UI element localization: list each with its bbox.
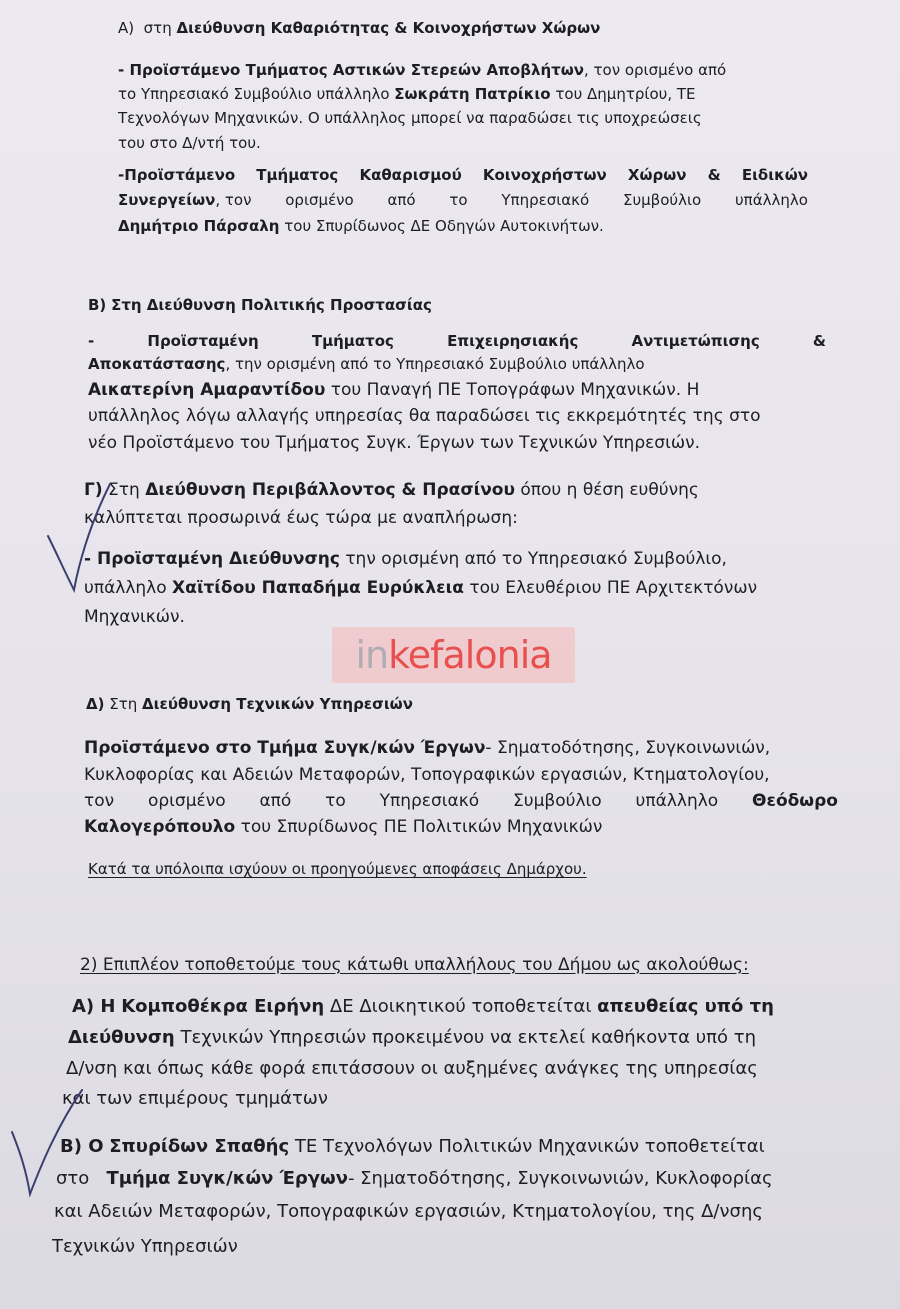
section-b-l3-rest: του Παναγή ΠΕ Τοπογράφων Μηχανικών. Η xyxy=(330,380,700,400)
section-b-prefix: B) xyxy=(88,296,107,314)
section-c-l3-rest: την ορισμένη από το Υπηρεσιακό Συμβούλιο, xyxy=(345,549,727,569)
word: & xyxy=(812,332,826,350)
section-d-l4-bold: Καλογερόπουλο xyxy=(84,817,236,837)
word: το xyxy=(325,791,346,811)
watermark-kefalonia: kefalonia xyxy=(388,633,552,677)
section-2a-line3: Δ/νση και όπως κάθε φορά επιτάσσουν οι αυξημένες ανάγκες της υπηρεσίας xyxy=(66,1058,758,1079)
section-2b-name: Σπυρίδων Σπαθής xyxy=(109,1136,290,1157)
word: Θεόδωρο xyxy=(752,791,838,811)
section-b-heading-bold: Στη Διεύθυνση Πολιτικής Προστασίας xyxy=(111,296,432,314)
section-b-line1 xyxy=(88,334,826,349)
section-a-heading-text: στη xyxy=(143,19,172,37)
section-b-line4: υπάλληλος λόγω αλλαγής υπηρεσίας θα παραδώσει τις εκκρεμότητές της στο xyxy=(88,406,761,426)
section-c-heading-text: Στη xyxy=(108,480,140,500)
section-c-prefix: Γ) xyxy=(84,480,103,500)
section-b-l2-bold: Αποκατάστασης xyxy=(88,355,226,373)
word: Υπηρεσιακό xyxy=(501,191,590,209)
word: ορισμένο xyxy=(285,191,354,209)
section-2a-name: Κομποθέκρα Ειρήνη xyxy=(121,996,325,1017)
section-a-p1-l2-bold: Σωκράτη Πατρίκιο xyxy=(394,85,551,103)
section-c-heading-bold: Διεύθυνση Περιβάλλοντος & Πρασίνου xyxy=(145,480,515,500)
section-a-heading-bold: Διεύθυνση Καθαριότητας & Κοινοχρήστων Χώρων xyxy=(176,19,601,37)
word: Επιχειρησιακής xyxy=(447,332,579,350)
section-c-line5: Μηχανικών. xyxy=(84,607,185,627)
section-a-p2-line3 xyxy=(118,219,604,234)
section-2a-l2-bold: Διεύθυνση xyxy=(68,1027,175,1048)
section-c-l3-bold: - Προϊσταμένη Διεύθυνσης xyxy=(84,549,340,569)
closing-statement: Κατά τα υπόλοιπα ισχύουν οι προηγούμενες αποφάσεις Δημάρχου. xyxy=(88,860,587,878)
watermark-in: in xyxy=(355,633,389,677)
section-2a-mid: ΔΕ Διοικητικού τοποθετείται xyxy=(329,996,592,1017)
word: Τμήματος xyxy=(256,166,339,184)
section-c-line2: καλύπτεται προσωρινά έως τώρα με αναπλήρωση: xyxy=(84,508,518,528)
section-2a-bold2: απευθείας υπό τη xyxy=(597,996,774,1017)
word: -Προϊστάμενο xyxy=(118,166,236,184)
word-group xyxy=(118,193,251,208)
word: , τον xyxy=(215,191,252,209)
word: τον xyxy=(84,791,115,811)
section-2a-pre: A) Η xyxy=(72,996,116,1017)
section-b-line5: νέο Προϊστάμενο του Τμήματος Συγκ. Έργων των Τεχνικών Υπηρεσιών. xyxy=(88,433,700,453)
word: το xyxy=(449,191,468,209)
section-d-prefix: Δ) xyxy=(86,695,105,713)
section-a-p2-l3-rest: του Σπυρίδωνος ΔΕ Οδηγών Αυτοκινήτων. xyxy=(284,217,604,235)
handwritten-check-mark-icon xyxy=(8,1080,88,1200)
section-a-heading xyxy=(118,21,600,36)
section-2-heading: 2) Επιπλέον τοποθετούμε τους κάτωθι υπαλλήλους του Δήμου ως ακολούθως: xyxy=(80,955,749,975)
section-b-line3 xyxy=(88,382,699,399)
handwritten-check-mark-icon xyxy=(44,478,114,598)
section-a-p2-l2-bold: Συνεργείων xyxy=(118,191,216,209)
section-2a-line4: και των επιμέρους τμημάτων xyxy=(62,1088,328,1109)
section-c-l4-post: του Ελευθέριου ΠΕ Αρχιτεκτόνων xyxy=(469,578,758,598)
section-2b-line3: και Αδειών Μεταφορών, Τοπογραφικών εργασιών, Κτηματολογίου, της Δ/νσης xyxy=(54,1201,763,1222)
word: Καθαρισμού xyxy=(359,166,462,184)
section-d-l4-rest: του Σπυρίδωνος ΠΕ Πολιτικών Μηχανικών xyxy=(240,817,603,837)
word: Ειδικών xyxy=(741,166,808,184)
word: υπάλληλο xyxy=(735,191,808,209)
section-2a-line1 xyxy=(72,998,774,1016)
word: Υπηρεσιακό xyxy=(379,791,480,811)
word: Προϊσταμένη xyxy=(147,332,259,350)
section-a-prefix: A) xyxy=(118,19,135,37)
section-d-heading xyxy=(86,697,413,712)
word: Αντιμετώπισης xyxy=(631,332,760,350)
section-a-p1-l1-bold: - Προϊστάμενο Τμήματος Αστικών Στερεών Αποβλήτων xyxy=(118,61,584,79)
section-d-line1 xyxy=(84,740,770,757)
section-b-l3-bold: Αικατερίνη Αμαραντίδου xyxy=(88,380,326,400)
section-a-p1-l2-pre: το Υπηρεσιακό Συμβούλιο υπάλληλο xyxy=(118,85,390,103)
section-b-heading xyxy=(88,298,432,313)
section-c-l4-pre: υπάλληλο xyxy=(84,578,167,598)
word: Χώρων xyxy=(627,166,687,184)
section-2b-l2-rest: - Σηματοδότησης, Συγκοινωνιών, Κυκλοφορίας xyxy=(347,1168,773,1189)
word: από xyxy=(387,191,416,209)
section-2a-l2-rest: Τεχνικών Υπηρεσιών προκειμένου να εκτελεί καθήκοντα υπό τη xyxy=(180,1027,756,1048)
section-a-p1-line1 xyxy=(118,63,726,78)
section-c-line4 xyxy=(84,580,757,597)
section-c-heading xyxy=(84,482,699,499)
section-a-p1-line2 xyxy=(118,87,696,102)
word: υπάλληλο xyxy=(635,791,719,811)
section-d-l1-bold: Προϊστάμενο στο Τμήμα Συγκ/κών Έργων xyxy=(84,738,486,758)
word: Συμβούλιο xyxy=(513,791,602,811)
section-a-p1-l2-post: του Δημητρίου, ΤΕ xyxy=(555,85,696,103)
section-2b-line1 xyxy=(60,1138,765,1156)
word: Κοινοχρήστων xyxy=(482,166,607,184)
word: - xyxy=(88,332,95,350)
section-c-line3 xyxy=(84,551,727,568)
section-d-line4 xyxy=(84,819,602,836)
inkefalonia-watermark xyxy=(332,627,575,683)
section-a-p2-line1 xyxy=(118,168,808,183)
section-a-p1-l1-rest: , τον ορισμένο από xyxy=(583,61,727,79)
word: & xyxy=(707,166,721,184)
word: Συμβούλιο xyxy=(622,191,702,209)
section-b-line2 xyxy=(88,357,645,372)
section-d-heading-bold: Διεύθυνση Τεχνικών Υπηρεσιών xyxy=(142,695,413,713)
word: ορισμένο xyxy=(147,791,226,811)
section-b-l2-rest: , την ορισμένη από το Υπηρεσιακό Συμβούλιο υπάλληλο xyxy=(225,355,645,373)
section-d-l1-rest: - Σηματοδότησης, Συγκοινωνιών, xyxy=(485,738,771,758)
section-a-p1-line3: Τεχνολόγων Μηχανικών. Ο υπάλληλος μπορεί να παραδώσει τις υποχρεώσεις xyxy=(118,109,702,127)
section-2b-l1-rest: ΤΕ Τεχνολόγων Πολιτικών Μηχανικών τοποθετείται xyxy=(294,1136,765,1157)
section-d-heading-text: Στη xyxy=(109,695,138,713)
section-2b-l2-bold: Τμήμα Συγκ/κών Έργων xyxy=(106,1168,348,1189)
section-2b-l2-pre: στο xyxy=(56,1168,90,1189)
section-2a-line2 xyxy=(68,1029,756,1047)
word: Τμήματος xyxy=(311,332,394,350)
section-a-p2-l3-bold: Δημήτριο Πάρσαλη xyxy=(118,217,280,235)
section-2b-line2 xyxy=(56,1170,773,1188)
section-c-l4-bold: Χαϊτίδου Παπαδήμα Ευρύκλεια xyxy=(172,578,464,598)
section-a-p2-line2 xyxy=(118,193,808,208)
section-d-line3 xyxy=(84,793,838,810)
section-a-p1-line4: του στο Δ/ντή του. xyxy=(118,134,261,152)
word: από xyxy=(259,791,292,811)
section-c-heading-rest: όπου η θέση ευθύνης xyxy=(520,480,699,500)
section-2b-pre: B) Ο xyxy=(60,1136,104,1157)
section-2b-line4: Τεχνικών Υπηρεσιών xyxy=(52,1236,238,1257)
section-d-line2: Κυκλοφορίας και Αδειών Μεταφορών, Τοπογραφικών εργασιών, Κτηματολογίου, xyxy=(84,765,770,785)
